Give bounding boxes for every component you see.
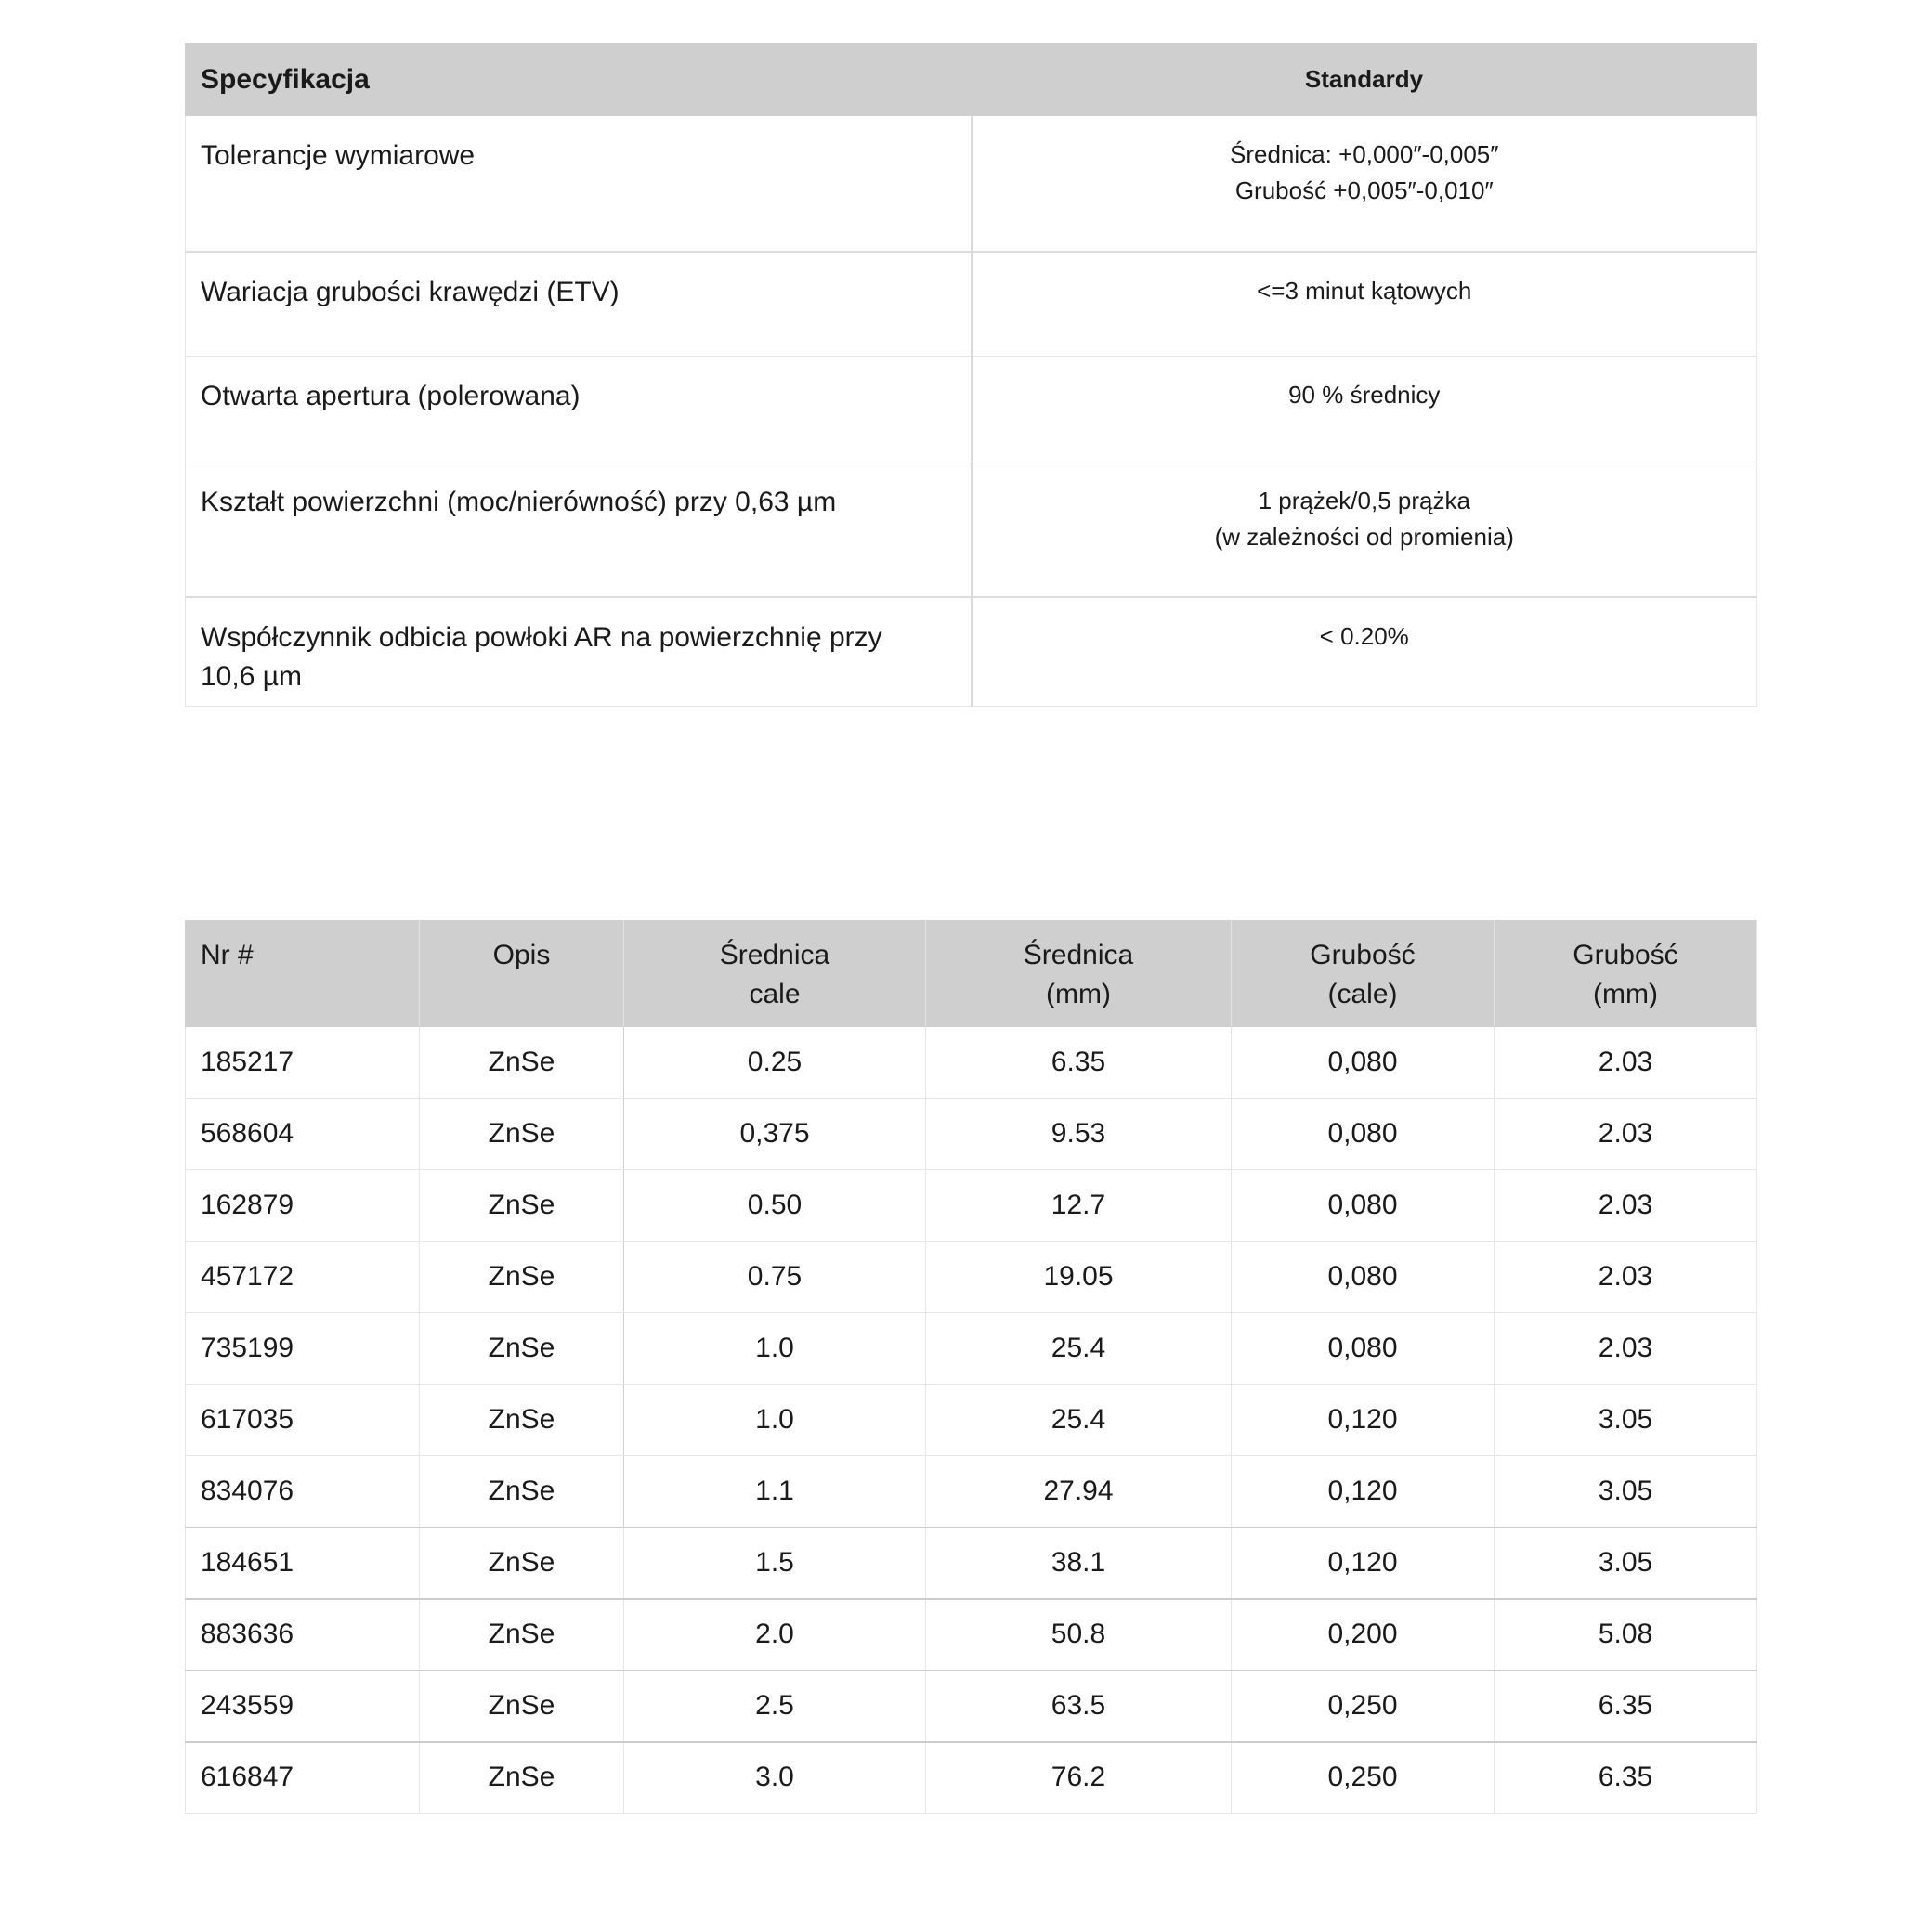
spec-name-cell bbox=[186, 597, 972, 707]
header-grubosc-cale bbox=[1232, 921, 1495, 1027]
cell-srednica-mm: 76.2 bbox=[926, 1742, 1232, 1814]
table-row bbox=[186, 1099, 1757, 1170]
cell-nr: 568604 bbox=[186, 1099, 420, 1170]
cell-grubosc-mm: 6.35 bbox=[1495, 1742, 1757, 1814]
cell-srednica-cale: 1.0 bbox=[624, 1313, 926, 1385]
cell-srednica-cale: 2.0 bbox=[624, 1599, 926, 1671]
cell-grubosc-mm: 2.03 bbox=[1495, 1242, 1757, 1313]
cell-srednica-cale: 0,375 bbox=[624, 1099, 926, 1170]
header-unit-text: (mm) bbox=[1593, 979, 1658, 1009]
spec-value-text: 90 % średnicy bbox=[1288, 381, 1441, 409]
spec-name-text: Otwarta apertura (polerowana) bbox=[201, 381, 581, 411]
spec-value-text: (w zależności od promienia) bbox=[1214, 523, 1514, 551]
header-nr-text: Nr # bbox=[201, 940, 254, 970]
cell-opis: ZnSe bbox=[420, 1242, 624, 1313]
cell-srednica-mm: 25.4 bbox=[926, 1385, 1232, 1456]
cell-opis: ZnSe bbox=[420, 1599, 624, 1671]
table-row bbox=[186, 1385, 1757, 1456]
cell-grubosc-cale: 0,080 bbox=[1232, 1099, 1495, 1170]
spec-row bbox=[186, 116, 1757, 252]
cell-grubosc-mm: 3.05 bbox=[1495, 1456, 1757, 1528]
spec-name-cell bbox=[186, 252, 972, 357]
header-grubosc-mm bbox=[1495, 921, 1757, 1027]
cell-opis: ZnSe bbox=[420, 1528, 624, 1599]
cell-grubosc-mm: 3.05 bbox=[1495, 1385, 1757, 1456]
spec-value-text: Średnica: +0,000″-0,005″ bbox=[1230, 140, 1499, 168]
cell-grubosc-mm: 2.03 bbox=[1495, 1027, 1757, 1099]
cell-grubosc-cale: 0,200 bbox=[1232, 1599, 1495, 1671]
cell-grubosc-cale: 0,080 bbox=[1232, 1313, 1495, 1385]
spec-row bbox=[186, 462, 1757, 597]
cell-nr: 617035 bbox=[186, 1385, 420, 1456]
cell-grubosc-cale: 0,080 bbox=[1232, 1027, 1495, 1099]
spec-name-cell bbox=[186, 462, 972, 597]
cell-srednica-cale: 2.5 bbox=[624, 1671, 926, 1742]
table-row bbox=[186, 1242, 1757, 1313]
table-row bbox=[186, 1027, 1757, 1099]
header-unit-text: (mm) bbox=[1046, 979, 1111, 1009]
cell-nr: 616847 bbox=[186, 1742, 420, 1814]
product-header-row bbox=[186, 921, 1757, 1027]
header-text: Grubość bbox=[1573, 940, 1678, 970]
cell-nr: 162879 bbox=[186, 1170, 420, 1242]
cell-nr: 883636 bbox=[186, 1599, 420, 1671]
cell-opis: ZnSe bbox=[420, 1027, 624, 1099]
spec-value-cell bbox=[972, 597, 1757, 707]
table-row bbox=[186, 1456, 1757, 1528]
spec-value-cell bbox=[972, 116, 1757, 252]
cell-srednica-mm: 9.53 bbox=[926, 1099, 1232, 1170]
header-opis bbox=[420, 921, 624, 1027]
spec-value-text: Grubość +0,005″-0,010″ bbox=[1234, 176, 1494, 204]
cell-srednica-mm: 6.35 bbox=[926, 1027, 1232, 1099]
cell-srednica-cale: 0.25 bbox=[624, 1027, 926, 1099]
cell-nr: 834076 bbox=[186, 1456, 420, 1528]
table-row bbox=[186, 1313, 1757, 1385]
cell-grubosc-mm: 2.03 bbox=[1495, 1313, 1757, 1385]
cell-opis: ZnSe bbox=[420, 1456, 624, 1528]
header-opis-text: Opis bbox=[492, 940, 551, 970]
cell-opis: ZnSe bbox=[420, 1313, 624, 1385]
cell-grubosc-cale: 0,080 bbox=[1232, 1242, 1495, 1313]
cell-srednica-cale: 1.0 bbox=[624, 1385, 926, 1456]
spec-value-text: < 0.20% bbox=[1319, 621, 1409, 650]
cell-grubosc-mm: 6.35 bbox=[1495, 1671, 1757, 1742]
cell-nr: 243559 bbox=[186, 1671, 420, 1742]
spec-value-cell bbox=[972, 252, 1757, 357]
header-text: Grubość bbox=[1310, 940, 1416, 970]
spec-value-cell bbox=[972, 462, 1757, 597]
header-srednica-mm bbox=[926, 921, 1232, 1027]
spec-value-cell bbox=[972, 357, 1757, 462]
cell-opis: ZnSe bbox=[420, 1742, 624, 1814]
cell-srednica-cale: 0.75 bbox=[624, 1242, 926, 1313]
header-srednica-cale bbox=[624, 921, 926, 1027]
cell-grubosc-mm: 2.03 bbox=[1495, 1099, 1757, 1170]
table-row bbox=[186, 1599, 1757, 1671]
spec-row bbox=[186, 357, 1757, 462]
spec-value-text: <=3 minut kątowych bbox=[1257, 276, 1472, 305]
cell-opis: ZnSe bbox=[420, 1099, 624, 1170]
cell-srednica-cale: 0.50 bbox=[624, 1170, 926, 1242]
cell-grubosc-cale: 0,120 bbox=[1232, 1385, 1495, 1456]
cell-srednica-cale: 3.0 bbox=[624, 1742, 926, 1814]
table-row bbox=[186, 1170, 1757, 1242]
spec-name-cell bbox=[186, 357, 972, 462]
table-row bbox=[186, 1671, 1757, 1742]
cell-grubosc-mm: 3.05 bbox=[1495, 1528, 1757, 1599]
header-unit-text: (cale) bbox=[1327, 979, 1398, 1009]
cell-nr: 184651 bbox=[186, 1528, 420, 1599]
cell-opis: ZnSe bbox=[420, 1671, 624, 1742]
cell-srednica-mm: 19.05 bbox=[926, 1242, 1232, 1313]
product-table bbox=[185, 920, 1757, 1814]
cell-grubosc-cale: 0,080 bbox=[1232, 1170, 1495, 1242]
header-text: Średnica bbox=[719, 940, 830, 970]
cell-srednica-mm: 63.5 bbox=[926, 1671, 1232, 1742]
cell-grubosc-mm: 5.08 bbox=[1495, 1599, 1757, 1671]
spec-name-text: 10,6 µm bbox=[201, 660, 302, 692]
cell-srednica-cale: 1.1 bbox=[624, 1456, 926, 1528]
spec-name-text: Kształt powierzchni (moc/nierówność) przy 0,63 µm bbox=[201, 487, 837, 517]
spec-header-standardy: Standardy bbox=[972, 44, 1757, 116]
specification-table bbox=[185, 43, 1757, 707]
cell-srednica-cale: 1.5 bbox=[624, 1528, 926, 1599]
spec-value-text: 1 prążek/0,5 prążka bbox=[1258, 487, 1470, 514]
cell-srednica-mm: 38.1 bbox=[926, 1528, 1232, 1599]
spec-name-cell bbox=[186, 116, 972, 252]
spec-header-row bbox=[186, 44, 1757, 116]
header-unit-text: cale bbox=[749, 979, 801, 1009]
cell-srednica-mm: 12.7 bbox=[926, 1170, 1232, 1242]
spec-row bbox=[186, 597, 1757, 707]
cell-srednica-mm: 27.94 bbox=[926, 1456, 1232, 1528]
cell-opis: ZnSe bbox=[420, 1170, 624, 1242]
cell-grubosc-cale: 0,250 bbox=[1232, 1671, 1495, 1742]
cell-nr: 457172 bbox=[186, 1242, 420, 1313]
cell-opis: ZnSe bbox=[420, 1385, 624, 1456]
cell-grubosc-mm: 2.03 bbox=[1495, 1170, 1757, 1242]
cell-nr: 735199 bbox=[186, 1313, 420, 1385]
spec-name-text: Wariacja grubości krawędzi (ETV) bbox=[201, 276, 620, 307]
cell-nr: 185217 bbox=[186, 1027, 420, 1099]
spec-header-specyfikacja: Specyfikacja bbox=[186, 44, 972, 116]
cell-srednica-mm: 25.4 bbox=[926, 1313, 1232, 1385]
cell-grubosc-cale: 0,250 bbox=[1232, 1742, 1495, 1814]
header-text: Średnica bbox=[1023, 940, 1134, 970]
product-table-body bbox=[186, 1027, 1757, 1814]
spec-name-text: Tolerancje wymiarowe bbox=[201, 140, 476, 171]
table-row bbox=[186, 1742, 1757, 1814]
cell-grubosc-cale: 0,120 bbox=[1232, 1456, 1495, 1528]
cell-grubosc-cale: 0,120 bbox=[1232, 1528, 1495, 1599]
table-row bbox=[186, 1528, 1757, 1599]
cell-srednica-mm: 50.8 bbox=[926, 1599, 1232, 1671]
spec-row bbox=[186, 252, 1757, 357]
spec-name-text: Współczynnik odbicia powłoki AR na powierzchnię przy bbox=[201, 621, 882, 653]
header-nr bbox=[186, 921, 420, 1027]
